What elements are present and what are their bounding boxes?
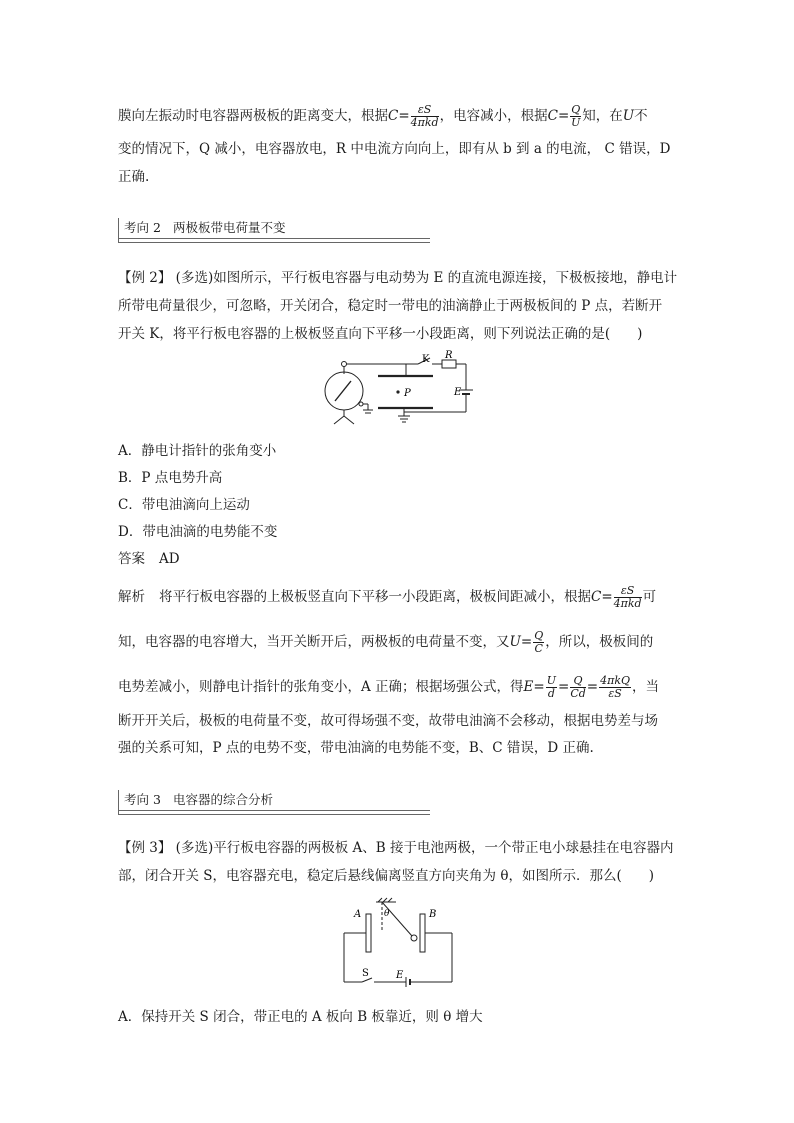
analysis2-line5: 强的关系可知，P 点的电势不变，带电油滴的电势能不变，B、C 错误，D 正确. bbox=[118, 740, 594, 756]
electrometer-terminal bbox=[342, 362, 347, 367]
para1-line3: 正确. bbox=[118, 169, 150, 185]
example2-option-b: B．P 点电势升高 bbox=[118, 470, 223, 486]
example2-option-d: D．带电油滴的电势能不变 bbox=[118, 524, 278, 540]
pendulum-capacitor-figure bbox=[336, 896, 462, 992]
charged-ball bbox=[411, 935, 417, 941]
analysis2-line1: 解析 将平行板电容器的上极板竖直向下平移一小段距离，极板间距减小，根据C= $\frac{\varepsilon S}{\text{4πkd}}$ 可 bbox=[118, 584, 657, 610]
label-r: R bbox=[445, 350, 453, 361]
fraction-es-4pikd: $\frac{\varepsilon S}{\text{4πkd}}$ bbox=[410, 103, 439, 129]
label-p: P bbox=[404, 388, 411, 399]
fraction-q-u: $\frac{Q}{U}$ bbox=[571, 103, 581, 129]
label-b: B bbox=[429, 909, 437, 920]
label-a: A bbox=[354, 909, 362, 920]
example3-option-a: A．保持开关 S 闭合，带正电的 A 板向 B 板靠近，则 θ 增大 bbox=[118, 1009, 483, 1025]
example2-line2: 所带电荷量很少，可忽略，开关闭合，稳定时一带电的油滴静止于两极板间的 P 点，若断开 bbox=[118, 298, 663, 314]
label-theta: θ bbox=[384, 909, 390, 919]
example2-answer: 答案 AD bbox=[118, 551, 180, 567]
example2-option-c: C．带电油滴向上运动 bbox=[118, 497, 250, 513]
capacitor-electrometer-figure bbox=[318, 350, 478, 432]
label-e: E bbox=[454, 387, 462, 398]
example2-line1: 【例 2】 (多选)如图所示，平行板电容器与电动势为 E 的直流电源连接，下极板接地，静电计 bbox=[118, 270, 678, 286]
label-s: S bbox=[362, 968, 369, 979]
example3-line1: 【例 3】 (多选)平行板电容器的两极板 A、B 接于电池两极，一个带正电小球悬挂在电容器内 bbox=[118, 840, 674, 856]
example3-line2: 部，闭合开关 S，电容器充电，稳定后悬线偏离竖直方向夹角为 θ，如图所示．那么( ) bbox=[118, 868, 654, 884]
electrometer-needle bbox=[335, 381, 351, 401]
resistor-r bbox=[442, 360, 456, 368]
label-k: K bbox=[422, 354, 430, 365]
para1-line1: 膜向左振动时电容器两极板的距离变大，根据C= $\frac{\varepsilon S}{\text{4πkd}}$ ，电容减小，根据C= $\frac{Q}{U}$ 知，在U不 bbox=[118, 103, 648, 129]
electrometer-dial bbox=[325, 372, 363, 410]
pendulum-thread bbox=[382, 902, 412, 936]
plate-b bbox=[420, 914, 425, 952]
section-header-2: 考向 2 两极板带电荷量不变 bbox=[118, 218, 430, 242]
example2-line3: 开关 K，将平行板电容器的上极板竖直向下平移一小段距离，则下列说法正确的是( ) bbox=[118, 326, 643, 342]
example2-option-a: A．静电计指针的张角变小 bbox=[118, 443, 277, 459]
section-header-3: 考向 3 电容器的综合分析 bbox=[118, 790, 430, 814]
analysis2-line4: 断开开关后，极板的电荷量不变，故可得场强不变，故带电油滴不会移动，根据电势差与场 bbox=[118, 713, 658, 729]
para1-line2: 变的情况下，Q 减小，电容器放电，R 中电流方向向上，即有从 b 到 a 的电流， C 错误，D bbox=[118, 141, 671, 157]
plate-a bbox=[366, 914, 371, 952]
analysis2-line3: 电势差减小，则静电计指针的张角变小，A 正确；根据场强公式，得E= $\frac{U}{d}$ = $\frac{Q}{Cd}$ = $\frac{\text{4πkQ}}{\varepsilon S}$ ，当 bbox=[118, 674, 660, 700]
label-e2: E bbox=[396, 970, 404, 981]
analysis2-line2: 知，电容器的电容增大，当开关断开后，两极板的电荷量不变，又U= $\frac{Q}{C}$ ，所以，极板间的 bbox=[118, 629, 654, 655]
oil-drop-p bbox=[396, 390, 399, 393]
